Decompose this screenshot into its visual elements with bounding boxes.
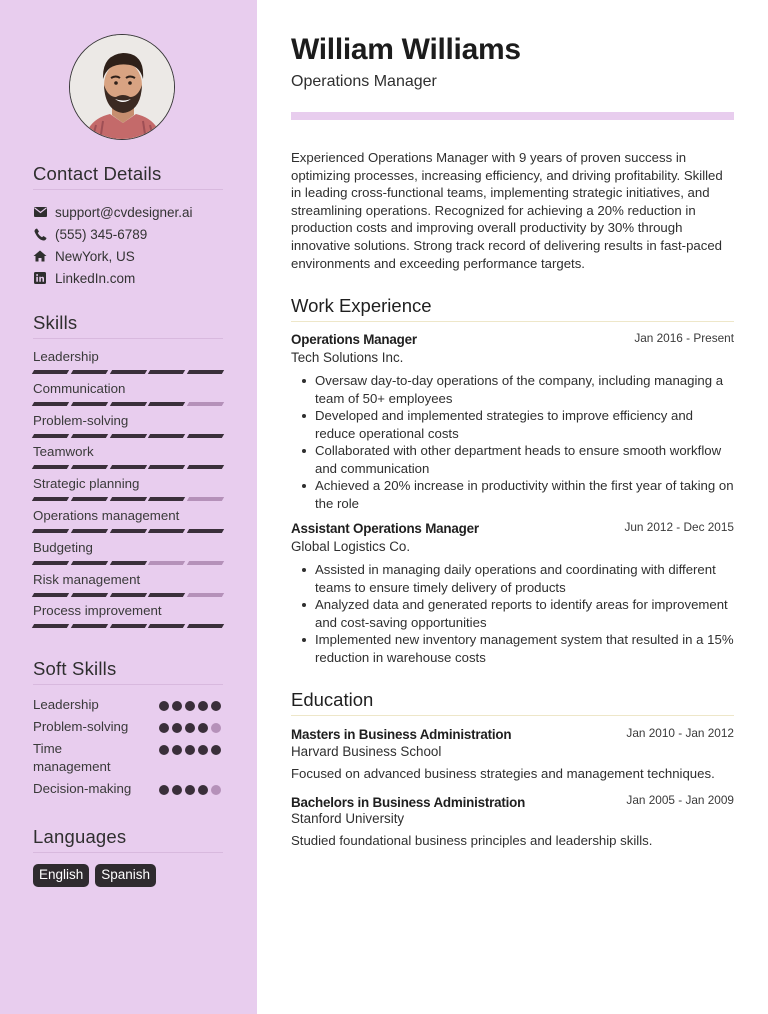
skill-level-segment	[32, 434, 69, 438]
skill-level-segment	[71, 465, 108, 469]
school-name: Stanford University	[291, 811, 405, 826]
contact-email-text: support@cvdesigner.ai	[55, 204, 193, 220]
contact-linkedin[interactable]	[33, 269, 135, 287]
rating-dot	[172, 723, 182, 733]
job-bullets	[291, 372, 736, 512]
section-divider	[33, 338, 223, 339]
job-bullets	[291, 561, 736, 666]
skill-label: Strategic planning	[33, 476, 140, 491]
job-bullet: Implemented new inventory management system that resulted in a 15% reduction in warehouse costs	[291, 631, 736, 666]
skill-level-segment	[109, 561, 146, 565]
soft-skill-label: Time management	[33, 741, 111, 774]
rating-dot	[198, 701, 208, 711]
skill-level-segment	[71, 593, 108, 597]
skill-level-segment	[148, 497, 185, 501]
candidate-role: Operations Manager	[291, 73, 437, 90]
phone-icon	[33, 227, 47, 241]
contact-phone[interactable]	[33, 225, 147, 243]
skill-level-bar	[33, 402, 223, 406]
rating-dot	[159, 785, 169, 795]
job-title: Assistant Operations Manager	[291, 521, 479, 536]
skill-level-segment	[32, 402, 69, 406]
skill-level-bar	[33, 529, 223, 533]
school-name: Harvard Business School	[291, 744, 442, 759]
rating-dot	[185, 785, 195, 795]
job-company: Global Logistics Co.	[291, 539, 411, 554]
skill-level-segment	[187, 402, 224, 406]
rating-dot	[159, 745, 169, 755]
rating-dot	[198, 785, 208, 795]
job-bullet: Analyzed data and generated reports to identify areas for improvement and cost-saving opportunities	[291, 596, 736, 631]
skill-level-segment	[148, 465, 185, 469]
profile-summary: Experienced Operations Manager with 9 years of proven success in optimizing processes, increasing efficiency, and driving profitability. Skilled in leading cross-functional teams, implementing strategic initiatives, and streamlining operations. Recognized for achieving a 20% reduction in production costs and improving overall productivity by 30% through innovative solutions. Strong track record of delivering results in fast-paced environments and exceeding performance targets.	[291, 150, 723, 271]
rating-dot	[172, 745, 182, 755]
skill-level-segment	[71, 370, 108, 374]
rating-dot	[198, 723, 208, 733]
skill-label: Teamwork	[33, 444, 94, 459]
skill-level-segment	[148, 434, 185, 438]
skill-label: Leadership	[33, 349, 99, 364]
language-badge: Spanish	[95, 864, 156, 887]
skill-level-segment	[187, 624, 224, 628]
job-title: Operations Manager	[291, 332, 417, 347]
skill-level-segment	[187, 593, 224, 597]
skill-level-segment	[148, 529, 185, 533]
job-bullet: Achieved a 20% increase in productivity within the first year of taking on the role	[291, 477, 736, 512]
skill-level-segment	[32, 465, 69, 469]
soft-skill-rating	[159, 785, 221, 795]
soft-skill-item	[33, 780, 223, 816]
skill-level-segment	[148, 624, 185, 628]
job-company: Tech Solutions Inc.	[291, 350, 404, 365]
linkedin-icon	[33, 271, 47, 285]
rating-dot	[211, 785, 221, 795]
skill-level-segment	[32, 561, 69, 565]
skill-level-segment	[109, 624, 146, 628]
degree-dates: Jan 2005 - Jan 2009	[626, 793, 734, 807]
skill-label: Risk management	[33, 572, 141, 587]
skill-item	[33, 540, 223, 556]
skill-level-segment	[71, 434, 108, 438]
skill-label: Process improvement	[33, 603, 162, 618]
section-divider	[33, 684, 223, 685]
skill-item	[33, 603, 223, 619]
language-badge: English	[33, 864, 89, 887]
skill-level-segment	[187, 497, 224, 501]
education-heading: Education	[291, 689, 374, 710]
job-bullet: Developed and implemented strategies to improve efficiency and reduce operational costs	[291, 407, 736, 442]
skill-level-bar	[33, 370, 223, 374]
skill-level-bar	[33, 624, 223, 628]
rating-dot	[172, 785, 182, 795]
skill-level-segment	[148, 370, 185, 374]
soft-skill-rating	[159, 745, 221, 755]
section-divider	[291, 321, 734, 322]
skill-level-bar	[33, 497, 223, 501]
skill-level-segment	[109, 434, 146, 438]
skill-level-bar	[33, 465, 223, 469]
soft-skills-heading: Soft Skills	[33, 658, 117, 679]
candidate-name: William Williams	[291, 33, 521, 66]
skill-level-segment	[109, 402, 146, 406]
rating-dot	[185, 701, 195, 711]
skill-level-segment	[148, 561, 185, 565]
skill-level-bar	[33, 434, 223, 438]
skill-level-segment	[71, 561, 108, 565]
soft-skill-rating	[159, 723, 221, 733]
skills-heading: Skills	[33, 312, 78, 333]
contact-location	[33, 247, 135, 265]
skill-level-segment	[109, 529, 146, 533]
skill-level-segment	[148, 402, 185, 406]
rating-dot	[198, 745, 208, 755]
degree-description: Focused on advanced business strategies and management techniques.	[291, 766, 715, 781]
skill-item	[33, 508, 223, 524]
soft-skill-rating	[159, 701, 221, 711]
rating-dot	[159, 701, 169, 711]
skill-item	[33, 381, 223, 397]
rating-dot	[211, 723, 221, 733]
soft-skill-item	[33, 740, 223, 776]
rating-dot	[159, 723, 169, 733]
profile-photo	[69, 34, 175, 140]
skill-level-segment	[71, 529, 108, 533]
skill-level-segment	[109, 370, 146, 374]
degree-title: Bachelors in Business Administration	[291, 795, 526, 810]
main-content	[257, 0, 768, 1014]
skill-level-segment	[109, 593, 146, 597]
job-bullet: Collaborated with other department heads to ensure smooth workflow and communication	[291, 442, 736, 477]
language-list	[33, 864, 156, 887]
contact-linkedin-text: LinkedIn.com	[55, 270, 136, 286]
work-heading: Work Experience	[291, 295, 432, 316]
section-divider	[33, 189, 223, 190]
skill-level-segment	[71, 497, 108, 501]
degree-dates: Jan 2010 - Jan 2012	[626, 726, 734, 740]
soft-skill-label: Leadership	[33, 697, 99, 712]
section-divider	[291, 715, 734, 716]
skill-label: Budgeting	[33, 540, 93, 555]
job-bullet: Assisted in managing daily operations and coordinating with different teams to ensure timely delivery of products	[291, 561, 736, 596]
skill-level-bar	[33, 561, 223, 565]
skill-level-segment	[187, 465, 224, 469]
rating-dot	[185, 745, 195, 755]
rating-dot	[172, 701, 182, 711]
skill-level-segment	[109, 497, 146, 501]
soft-skill-label: Problem-solving	[33, 719, 129, 734]
skill-level-segment	[187, 529, 224, 533]
contact-phone-text: (555) 345-6789	[55, 226, 148, 242]
contact-heading: Contact Details	[33, 163, 162, 184]
section-divider	[33, 852, 223, 853]
skill-level-segment	[71, 402, 108, 406]
job-dates: Jun 2012 - Dec 2015	[624, 520, 734, 534]
skill-level-segment	[187, 370, 224, 374]
skill-item	[33, 444, 223, 460]
sidebar	[0, 0, 257, 1014]
contact-email[interactable]	[33, 203, 193, 221]
rating-dot	[211, 745, 221, 755]
skill-item	[33, 476, 223, 492]
skill-level-segment	[187, 561, 224, 565]
job-dates: Jan 2016 - Present	[634, 331, 734, 345]
skill-level-segment	[32, 370, 69, 374]
header-accent-bar	[291, 112, 734, 120]
skill-label: Communication	[33, 381, 126, 396]
skill-level-segment	[109, 465, 146, 469]
skill-label: Problem-solving	[33, 413, 129, 428]
skill-level-segment	[32, 593, 69, 597]
contact-location-text: NewYork, US	[55, 248, 135, 264]
skill-label: Operations management	[33, 508, 180, 523]
skill-level-segment	[148, 593, 185, 597]
skill-item	[33, 572, 223, 588]
skill-item	[33, 349, 223, 365]
envelope-icon	[33, 205, 47, 219]
job-bullet: Oversaw day-to-day operations of the company, including managing a team of 50+ employees	[291, 372, 736, 407]
skill-level-segment	[32, 624, 69, 628]
languages-heading: Languages	[33, 826, 127, 847]
home-icon	[33, 249, 47, 263]
skill-level-segment	[32, 529, 69, 533]
soft-skill-label: Decision-making	[33, 781, 132, 796]
degree-description: Studied foundational business principles and leadership skills.	[291, 833, 653, 848]
skill-level-bar	[33, 593, 223, 597]
degree-title: Masters in Business Administration	[291, 727, 512, 742]
skill-level-segment	[71, 624, 108, 628]
skill-level-segment	[187, 434, 224, 438]
skill-item	[33, 413, 223, 429]
skill-level-segment	[32, 497, 69, 501]
rating-dot	[185, 723, 195, 733]
rating-dot	[211, 701, 221, 711]
